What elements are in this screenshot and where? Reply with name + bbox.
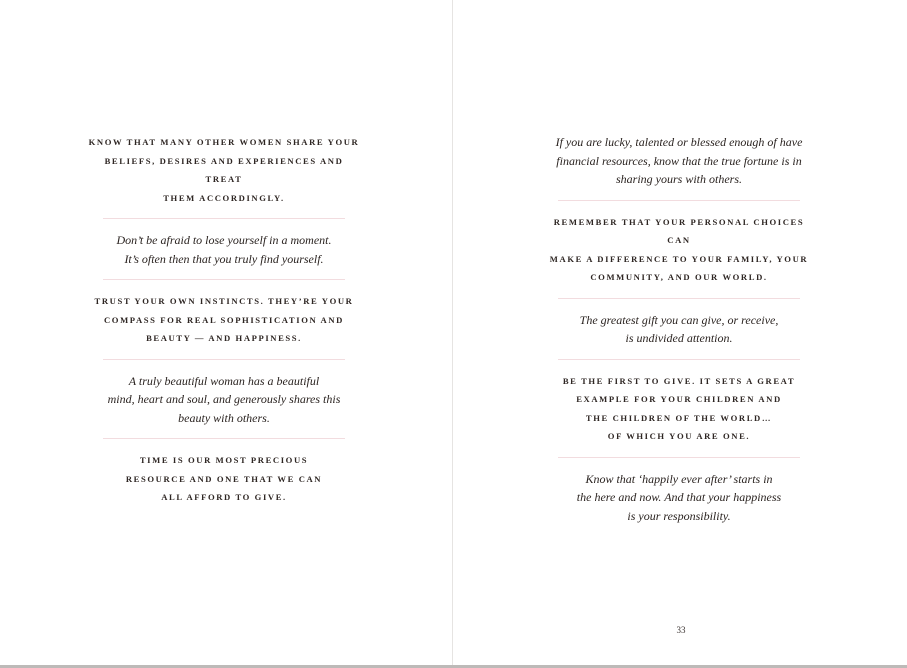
quote-divider: [558, 457, 800, 458]
quote-9: BE THE FIRST TO GIVE. IT SETS A GREAT EXAMPLE FOR YOUR CHILDREN AND THE CHILDREN OF THE WORLD… OF WHICH YOU ARE ONE.: [562, 375, 796, 441]
right-page: [453, 0, 907, 665]
page-number: 33: [676, 625, 686, 635]
left-quote-column: [88, 133, 360, 507]
quote-2: Don’t be afraid to lose yourself in a moment. It’s often then that you truly find yourself.: [116, 233, 332, 266]
right-quote-column: [543, 133, 815, 525]
quote-divider: [558, 298, 800, 299]
quote-divider: [558, 200, 800, 201]
left-page: [0, 0, 452, 665]
quote-6: If you are lucky, talented or blessed enough of have financial resources, know that the true fortune is in sharing yours with others.: [555, 135, 803, 186]
quote-4: A truly beautiful woman has a beautiful mind, heart and soul, and generously shares this beauty with others.: [107, 373, 341, 425]
quote-8: The greatest gift you can give, or receive, is undivided attention.: [579, 312, 779, 345]
quote-3: TRUST YOUR OWN INSTINCTS. THEY’RE YOUR COMPASS FOR REAL SOPHISTICATION AND BEAUTY — AND HAPPINESS.: [94, 296, 354, 343]
quote-divider: [558, 359, 800, 360]
quote-divider: [103, 218, 345, 219]
quote-divider: [103, 438, 345, 439]
quote-1: KNOW THAT MANY OTHER WOMEN SHARE YOUR BELIEFS, DESIRES AND EXPERIENCES AND TREAT THEM ACCORDINGLY.: [88, 137, 360, 203]
quote-7: REMEMBER THAT YOUR PERSONAL CHOICES CAN MAKE A DIFFERENCE TO YOUR FAMILY, YOUR COMMUNITY, AND OUR WORLD.: [549, 216, 809, 282]
quote-10: Know that ‘happily ever after’ starts in the here and now. And that your happiness is your responsibility.: [576, 471, 782, 523]
quote-5: TIME IS OUR MOST PRECIOUS RESOURCE AND ONE THAT WE CAN ALL AFFORD TO GIVE.: [125, 455, 323, 502]
quote-divider: [103, 359, 345, 360]
quote-divider: [103, 279, 345, 280]
